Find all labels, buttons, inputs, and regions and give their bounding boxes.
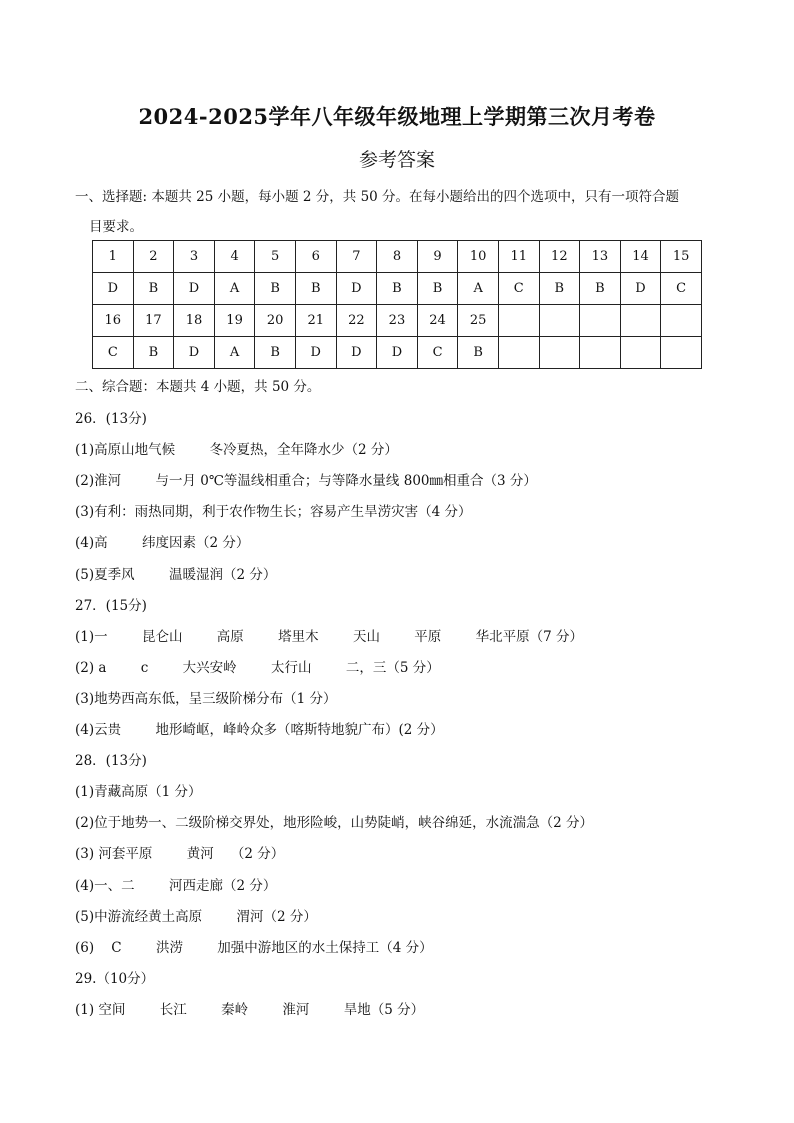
answer-table-row — [93, 337, 702, 369]
answer-table-cell: B — [295, 273, 336, 305]
answer-table-cell: 6 — [295, 241, 336, 273]
answer-table-row — [93, 273, 702, 305]
answer-table-cell: 4 — [214, 241, 255, 273]
answer-table-cell — [498, 337, 539, 369]
answer-table-cell — [539, 305, 580, 337]
answer-table-cell — [580, 337, 621, 369]
answer-table-cell: B — [417, 273, 458, 305]
answer-table-cell — [498, 305, 539, 337]
answer-line: (6) C 洪涝 加强中游地区的水土保持工（4 分） — [75, 939, 433, 956]
answer-table-row — [93, 241, 702, 273]
answer-table-cell: A — [214, 273, 255, 305]
answer-line: (1)高原山地气候 冬冷夏热，全年降水少（2 分） — [75, 442, 398, 459]
answer-table-cell — [661, 305, 702, 337]
answer-table-cell: 25 — [458, 305, 499, 337]
answer-table-cell: 14 — [620, 241, 661, 273]
answer-table-cell: D — [336, 337, 377, 369]
answer-line: 29.（10分） — [75, 970, 155, 987]
answer-table-cell: 20 — [255, 305, 296, 337]
answer-line: (5)夏季风 温暖湿润（2 分） — [75, 566, 277, 583]
answer-line: (3)地势西高东低，呈三级阶梯分布（1 分） — [75, 690, 337, 707]
answer-table-cell: 2 — [133, 241, 174, 273]
answer-table-cell: 22 — [336, 305, 377, 337]
answer-line: (4)一、二 河西走廊（2 分） — [75, 877, 277, 894]
answer-table-cell: 8 — [377, 241, 418, 273]
answer-table-cell: 5 — [255, 241, 296, 273]
answer-line: (1)青藏高原（1 分） — [75, 784, 202, 801]
answer-table-cell: 23 — [377, 305, 418, 337]
answer-table-cell — [580, 305, 621, 337]
answer-table-cell — [661, 337, 702, 369]
answer-table-cell: C — [498, 273, 539, 305]
answer-table-cell: B — [255, 337, 296, 369]
answer-table-cell — [620, 337, 661, 369]
answer-table-cell: A — [214, 337, 255, 369]
answer-table-cell: D — [295, 337, 336, 369]
answer-table-cell: 1 — [93, 241, 134, 273]
answer-table-cell: C — [417, 337, 458, 369]
answer-table-cell: D — [93, 273, 134, 305]
answer-line: 28．(13分) — [75, 753, 147, 770]
answer-line: (2)位于地势一、二级阶梯交界处，地形险峻，山势陡峭，峡谷绵延，水流湍急（2 分） — [75, 815, 594, 832]
answer-table-cell: B — [133, 273, 174, 305]
answer-table-cell: 12 — [539, 241, 580, 273]
answer-table-cell: B — [580, 273, 621, 305]
answer-table — [92, 240, 702, 369]
answer-table-cell: C — [93, 337, 134, 369]
page-subtitle: 参考答案 — [358, 149, 435, 171]
answer-line: (5)中游流经黄土高原 渭河（2 分） — [75, 908, 317, 925]
answer-table-cell: 19 — [214, 305, 255, 337]
answer-table-cell: 16 — [93, 305, 134, 337]
answer-line: (2) a c 大兴安岭 太行山 二，三（5 分） — [75, 659, 440, 676]
answer-table-cell: 24 — [417, 305, 458, 337]
answer-line: (2)淮河 与一月 0℃等温线相重合；与等降水量线 800㎜相重合（3 分） — [75, 473, 537, 490]
answer-table-cell: D — [174, 273, 215, 305]
answer-table-cell: B — [458, 337, 499, 369]
section-2-heading: 二、综合题：本题共 4 小题，共 50 分。 — [75, 379, 321, 395]
answer-table-cell: 15 — [661, 241, 702, 273]
answer-table-cell: 18 — [174, 305, 215, 337]
section-1-line-1: 一、选择题: 本题共 25 小题，每小题 2 分，共 50 分。在每小题给出的四个选项中，只有一项符合题 — [75, 189, 680, 205]
answer-table-cell: 13 — [580, 241, 621, 273]
answer-table-cell: 3 — [174, 241, 215, 273]
page-title: 2024-2025学年八年级年级地理上学期第三次月考卷 — [138, 104, 656, 129]
answer-table-cell: 9 — [417, 241, 458, 273]
section-1-instructions — [75, 182, 735, 242]
answer-table-cell — [539, 337, 580, 369]
answer-table-cell: 7 — [336, 241, 377, 273]
answer-table-cell: D — [174, 337, 215, 369]
answer-table-cell: B — [539, 273, 580, 305]
answer-table-cell: B — [255, 273, 296, 305]
answer-line: 27．(15分) — [75, 597, 147, 614]
answer-line: (4)云贵 地形崎岖，峰岭众多（喀斯特地貌广布）(2 分） — [75, 722, 444, 738]
answer-table-cell: B — [377, 273, 418, 305]
answer-table-cell — [620, 305, 661, 337]
answer-line: 26．(13分) — [75, 411, 147, 427]
answer-line: (3) 河套平原 黄河 （2 分） — [75, 846, 285, 863]
answer-table-cell: 17 — [133, 305, 174, 337]
answer-line: (1) 空间 长江 秦岭 淮河 旱地（5 分） — [75, 1001, 425, 1018]
answer-table-cell: A — [458, 273, 499, 305]
answer-table-cell: 21 — [295, 305, 336, 337]
answer-line: (3)有利：雨热同期，利于农作物生长；容易产生旱涝灾害（4 分） — [75, 504, 472, 521]
section-1-line-2: 目要求。 — [89, 219, 143, 235]
answer-line: (1)一 昆仑山 高原 塔里木 天山 平原 华北平原（7 分） — [75, 628, 583, 645]
answer-table-row — [93, 305, 702, 337]
answer-table-cell: B — [133, 337, 174, 369]
answer-table-cell: 11 — [498, 241, 539, 273]
answer-line: (4)高 纬度因素（2 分） — [75, 535, 250, 552]
answer-table-cell: D — [336, 273, 377, 305]
answer-table-cell: D — [620, 273, 661, 305]
answer-table-cell: 10 — [458, 241, 499, 273]
answer-table-cell: C — [661, 273, 702, 305]
answer-table-cell: D — [377, 337, 418, 369]
